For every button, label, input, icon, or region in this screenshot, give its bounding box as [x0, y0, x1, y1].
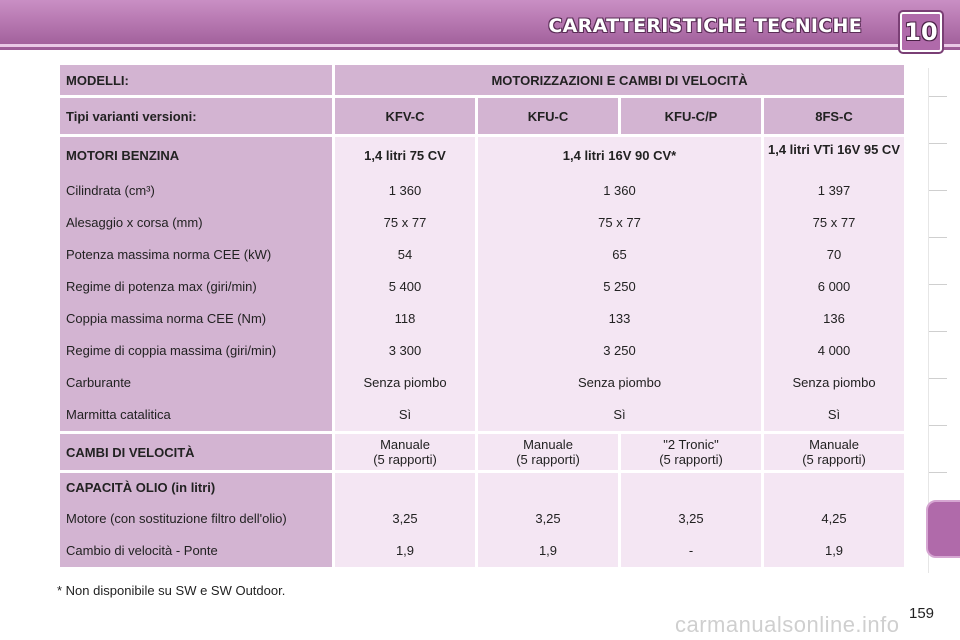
spec-value: 133: [608, 311, 631, 326]
models-label: MODELLI:: [60, 65, 332, 95]
engine-col-23: [478, 137, 761, 431]
spec-table: [57, 62, 907, 570]
spec-value: 3 250: [603, 343, 636, 358]
spec-value: Sì: [398, 407, 412, 422]
oil-value: -: [688, 543, 694, 558]
spec-value: 54: [397, 247, 413, 262]
engine-name: 1,4 litri 75 CV: [364, 148, 446, 163]
spec-value: 118: [394, 311, 416, 326]
oil-labels: [60, 473, 332, 567]
engines-label: MOTORI BENZINA: [66, 148, 180, 163]
spec-value: 75 x 77: [812, 215, 856, 230]
oil-col: [478, 473, 618, 567]
header-stripe: [0, 44, 960, 47]
engine-col-1: [335, 137, 475, 431]
gearbox-cell: [764, 434, 904, 470]
oil-value: 3,25: [535, 511, 561, 526]
spec-label: Alesaggio x corsa (mm): [66, 215, 203, 230]
oil-spacer: [621, 473, 761, 503]
spec-value: Sì: [827, 407, 841, 422]
spec-label: Coppia massima norma CEE (Nm): [66, 311, 267, 326]
variant-cell: KFU-C: [478, 98, 618, 134]
spec-value: 1 397: [817, 183, 851, 198]
spec-value: 70: [826, 247, 842, 262]
gearbox-label: CAMBI DI VELOCITÀ: [60, 434, 332, 470]
gearbox-cell: [478, 434, 618, 470]
gearbox-ratios: (5 rapporti): [373, 452, 437, 467]
watermark: carmanualsonline.info: [675, 612, 900, 637]
page-number: 159: [909, 605, 935, 622]
spec-value: 1 360: [388, 183, 422, 198]
oil-spec-label: Motore (con sostituzione filtro dell'olio): [66, 511, 287, 526]
oil-col: [621, 473, 761, 567]
side-tab-marker[interactable]: [929, 237, 947, 238]
spec-value: 6 000: [817, 279, 851, 294]
page-title: CARATTERISTICHE TECNICHE: [548, 15, 862, 37]
side-tab-marker[interactable]: [929, 190, 947, 191]
gearbox-cell: [621, 434, 761, 470]
spec-label: Carburante: [66, 375, 132, 390]
spec-value: 136: [823, 311, 845, 326]
gearbox-ratios: (5 rapporti): [516, 452, 580, 467]
spec-value: 5 400: [388, 279, 422, 294]
spec-value: 75 x 77: [598, 215, 641, 230]
oil-value: 4,25: [821, 511, 847, 526]
oil-label: CAPACITÀ OLIO (in litri): [66, 480, 216, 495]
side-tab-marker[interactable]: [929, 331, 947, 332]
gearbox-type: Manuale: [809, 437, 859, 452]
variant-cell: KFV-C: [335, 98, 475, 134]
side-tab-marker[interactable]: [929, 143, 947, 144]
spec-value: Senza piombo: [792, 375, 876, 390]
gearbox-ratios: (5 rapporti): [802, 452, 866, 467]
gearbox-type: Manuale: [523, 437, 573, 452]
oil-col: [764, 473, 904, 567]
engine-labels: [60, 137, 332, 431]
side-tab-active[interactable]: [926, 500, 960, 558]
oil-value: 3,25: [678, 511, 704, 526]
engine-name: 1,4 litri VTi 16V 95 CV: [768, 142, 900, 157]
spec-value: 65: [612, 247, 627, 262]
spec-label: Regime di potenza max (giri/min): [66, 279, 257, 294]
oil-spacer: [335, 473, 475, 503]
oil-value: 1,9: [538, 543, 558, 558]
spec-value: Sì: [613, 407, 626, 422]
spec-label: Regime di coppia massima (giri/min): [66, 343, 277, 358]
side-tab-marker[interactable]: [929, 378, 947, 379]
spec-value: 75 x 77: [383, 215, 427, 230]
spec-value: Senza piombo: [577, 375, 662, 390]
oil-value: 3,25: [392, 511, 418, 526]
spec-value: 3 300: [388, 343, 422, 358]
spec-value: 1 360: [603, 183, 636, 198]
side-tab-marker[interactable]: [929, 96, 947, 97]
models-header: MOTORIZZAZIONI E CAMBI DI VELOCITÀ: [335, 65, 904, 95]
side-tab-marker[interactable]: [929, 425, 947, 426]
gearbox-type: "2 Tronic": [663, 437, 719, 452]
gearbox-cell: [335, 434, 475, 470]
oil-value: 1,9: [395, 543, 415, 558]
oil-value: 1,9: [824, 543, 844, 558]
chapter-number: 10: [904, 18, 938, 46]
variant-cell: KFU-C/P: [621, 98, 761, 134]
oil-spec-label: Cambio di velocità - Ponte: [66, 543, 218, 558]
oil-spacer: [764, 473, 904, 503]
side-tabs: [928, 68, 960, 573]
spec-label: Cilindrata (cm³): [66, 183, 155, 198]
side-tab-marker[interactable]: [929, 284, 947, 285]
spec-value: Senza piombo: [363, 375, 447, 390]
side-tab-marker[interactable]: [929, 472, 947, 473]
engine-name: 1,4 litri 16V 90 CV*: [562, 148, 677, 163]
gearbox-type: Manuale: [380, 437, 430, 452]
gearbox-ratios: (5 rapporti): [659, 452, 723, 467]
spec-label: Marmitta catalitica: [66, 407, 171, 422]
variant-cell: 8FS-C: [764, 98, 904, 134]
spec-value: 4 000: [817, 343, 851, 358]
oil-col: [335, 473, 475, 567]
spec-value: 5 250: [603, 279, 636, 294]
footnote: * Non disponibile su SW e SW Outdoor.: [57, 583, 286, 598]
spec-label: Potenza massima norma CEE (kW): [66, 247, 272, 262]
chapter-badge[interactable]: [900, 12, 942, 52]
engine-col-4: [764, 137, 904, 431]
oil-spacer: [478, 473, 618, 503]
variants-label: Tipi varianti versioni:: [60, 98, 332, 134]
